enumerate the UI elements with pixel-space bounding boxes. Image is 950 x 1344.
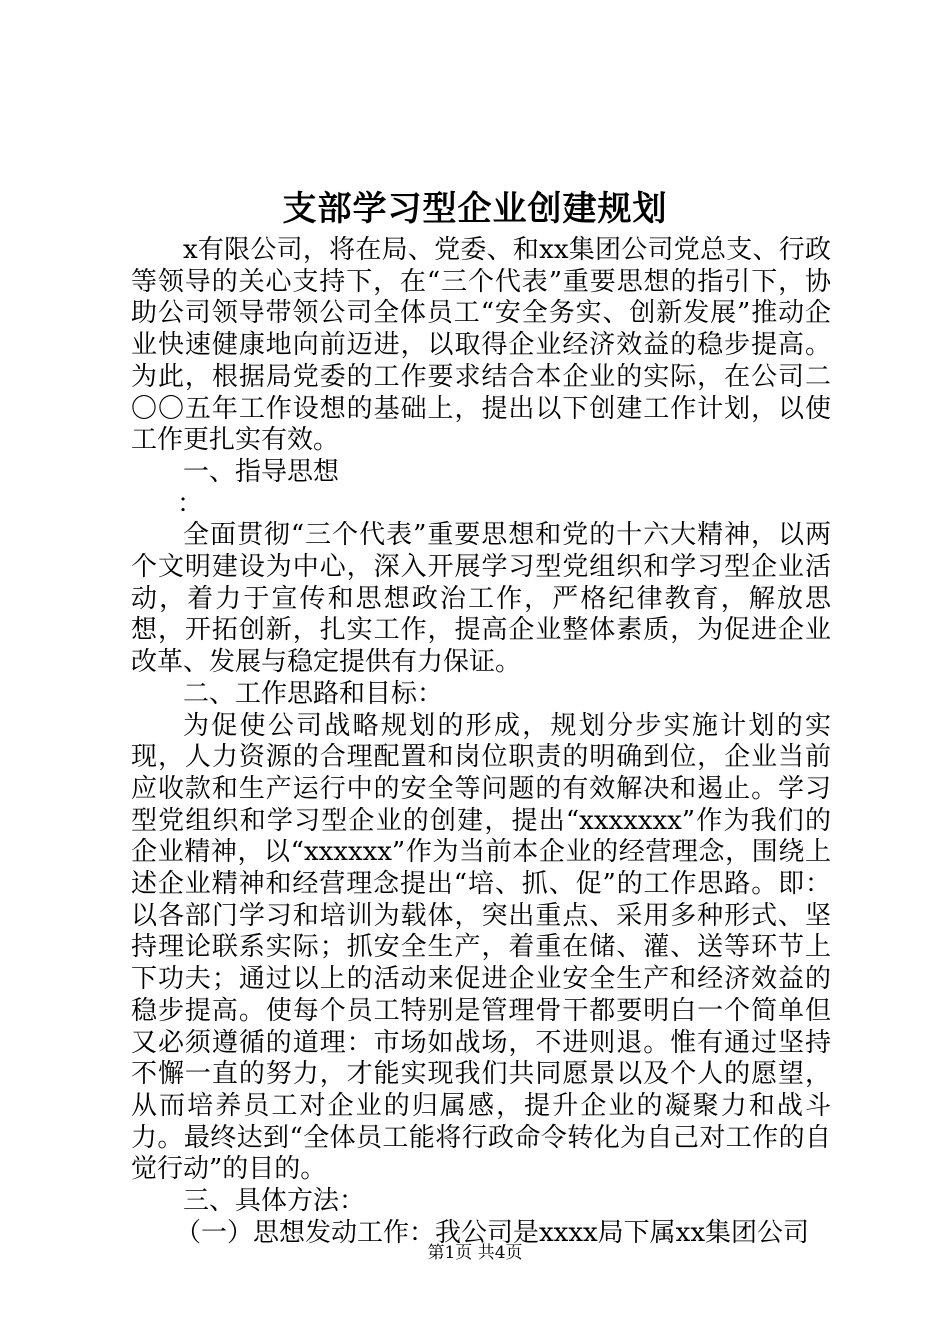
heading-specific-methods: 三、具体方法： xyxy=(183,1186,366,1217)
page-footer: 第1页 共4页 xyxy=(427,1243,523,1263)
paragraph-work-approach: 为促使公司战略规划的形成，规划分步实施计划的实现，人力资源的合理配置和岗位职责的明确到位，企业当前应收款和生产运行中的安全等问题的有效解决和遏止。学习型党组织和学习型企业的创建，提出“xxxxxxx”作为我们的企业精神，以“xxxxxx”作为当前本企业的经营理念，围绕上述企业精神和经营理念提出“培、抓、促”的工作思路。即：以各部门学习和培训为载体，突出重点、采用多种形式、坚持理论联系实际；抓安全生产，着重在储、灌、送等环节上下功夫；通过以上的活动来促进企业安全生产和经济效益的稳步提高。使每个员工特别是管理骨干都要明白一个简单但又必须遵循的道理：市场如战场，不进则退。惟有通过坚持不懈一直的努力，才能实现我们共同愿景以及个人的愿望，从而培养员工对企业的归属感，提升企业的凝聚力和战斗力。最终达到“全体员工能将行政命令转化为自己对工作的自觉行动”的目的。 xyxy=(131,710,831,1185)
stray-colon: ： xyxy=(177,488,204,519)
document-body xyxy=(131,235,831,1250)
document-title: 支部学习型企业创建规划 xyxy=(282,189,668,229)
paragraph-intro: x有限公司，将在局、党委、和xx集团公司党总支、行政等领导的关心支持下，在“三个代表”重要思想的指引下，协助公司领导带领公司全体员工“安全务实、创新发展”推动企业快速健康地向前迈进，以取得企业经济效益的稳步提高。为此，根据局党委的工作要求结合本企业的实际，在公司二〇〇五年工作设想的基础上，提出以下创建工作计划，以使工作更扎实有效。 xyxy=(131,235,831,456)
heading-work-approach: 二、工作思路和目标： xyxy=(183,678,444,709)
paragraph-ideological-mobilization: （一）思想发动工作：我公司是xxxx局下属xx集团公司 xyxy=(175,1217,809,1248)
paragraph-guiding-ideology: 全面贯彻“三个代表”重要思想和党的十六大精神，以两个文明建设为中心，深入开展学习型党组织和学习型企业活动，着力于宣传和思想政治工作，严格纪律教育，解放思想，开拓创新，扎实工作，提高企业整体素质，为促进企业改革、发展与稳定提供有力保证。 xyxy=(131,520,831,678)
heading-guiding-ideology: 一、指导思想 xyxy=(183,456,340,487)
